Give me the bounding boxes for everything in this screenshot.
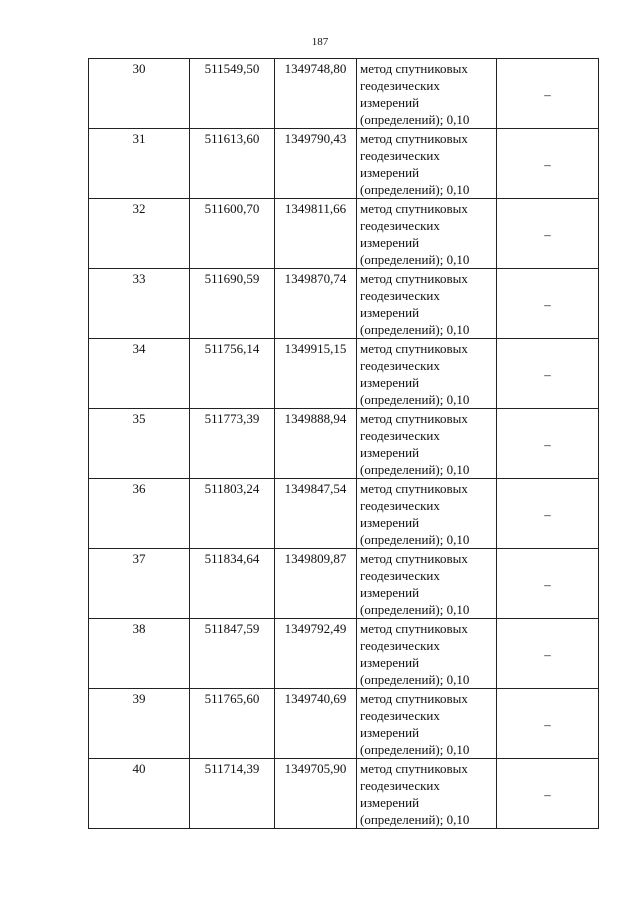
- method-text-line: (определений); 0,10: [360, 672, 470, 687]
- method-cell: [357, 199, 497, 269]
- method-cell: [357, 129, 497, 199]
- method-cell: [357, 479, 497, 549]
- method-text-line: геодезических: [360, 358, 440, 373]
- point-number-cell: 37: [89, 549, 190, 619]
- table-row: [89, 269, 599, 339]
- method-text-line: метод спутниковых: [360, 691, 468, 706]
- y-coordinate-cell: 1349748,80: [275, 59, 357, 129]
- table-row: [89, 339, 599, 409]
- method-text-line: (определений); 0,10: [360, 182, 470, 197]
- description-cell: –: [497, 549, 599, 619]
- x-coordinate-cell: 511773,39: [190, 409, 275, 479]
- x-coordinate-cell: 511613,60: [190, 129, 275, 199]
- y-coordinate-cell: 1349888,94: [275, 409, 357, 479]
- method-text-line: измерений: [360, 585, 420, 600]
- method-text-line: геодезических: [360, 708, 440, 723]
- method-text-line: метод спутниковых: [360, 61, 468, 76]
- method-text-line: измерений: [360, 795, 420, 810]
- x-coordinate-cell: 511803,24: [190, 479, 275, 549]
- method-text-line: (определений); 0,10: [360, 252, 470, 267]
- method-text-line: измерений: [360, 305, 420, 320]
- x-coordinate-cell: 511834,64: [190, 549, 275, 619]
- point-number-cell: 36: [89, 479, 190, 549]
- method-text-line: (определений); 0,10: [360, 532, 470, 547]
- method-text-line: (определений); 0,10: [360, 462, 470, 477]
- table-row: [89, 199, 599, 269]
- method-text-line: (определений); 0,10: [360, 812, 470, 827]
- method-text-line: геодезических: [360, 498, 440, 513]
- method-text-line: (определений); 0,10: [360, 322, 470, 337]
- point-number-cell: 40: [89, 759, 190, 829]
- description-cell: –: [497, 269, 599, 339]
- method-cell: [357, 339, 497, 409]
- method-cell: [357, 759, 497, 829]
- table-row: [89, 759, 599, 829]
- method-text-line: (определений); 0,10: [360, 742, 470, 757]
- method-text-line: геодезических: [360, 218, 440, 233]
- x-coordinate-cell: 511600,70: [190, 199, 275, 269]
- x-coordinate-cell: 511847,59: [190, 619, 275, 689]
- point-number-cell: 39: [89, 689, 190, 759]
- method-text-line: измерений: [360, 445, 420, 460]
- description-cell: –: [497, 759, 599, 829]
- y-coordinate-cell: 1349915,15: [275, 339, 357, 409]
- method-text-line: геодезических: [360, 148, 440, 163]
- point-number-cell: 31: [89, 129, 190, 199]
- method-cell: [357, 619, 497, 689]
- method-text-line: геодезических: [360, 288, 440, 303]
- method-text-line: измерений: [360, 95, 420, 110]
- point-number-cell: 33: [89, 269, 190, 339]
- method-text-line: геодезических: [360, 638, 440, 653]
- y-coordinate-cell: 1349811,66: [275, 199, 357, 269]
- y-coordinate-cell: 1349790,43: [275, 129, 357, 199]
- method-text-line: геодезических: [360, 428, 440, 443]
- method-text-line: измерений: [360, 725, 420, 740]
- description-cell: –: [497, 59, 599, 129]
- y-coordinate-cell: 1349870,74: [275, 269, 357, 339]
- method-text-line: метод спутниковых: [360, 341, 468, 356]
- point-number-cell: 32: [89, 199, 190, 269]
- description-cell: –: [497, 479, 599, 549]
- method-cell: [357, 269, 497, 339]
- point-number-cell: 30: [89, 59, 190, 129]
- method-text-line: метод спутниковых: [360, 761, 468, 776]
- y-coordinate-cell: 1349705,90: [275, 759, 357, 829]
- x-coordinate-cell: 511690,59: [190, 269, 275, 339]
- table-row: [89, 129, 599, 199]
- coordinates-table: [88, 58, 599, 829]
- method-text-line: измерений: [360, 165, 420, 180]
- method-text-line: метод спутниковых: [360, 481, 468, 496]
- method-text-line: измерений: [360, 655, 420, 670]
- method-text-line: измерений: [360, 515, 420, 530]
- description-cell: –: [497, 199, 599, 269]
- table-row: [89, 619, 599, 689]
- page-number: 187: [311, 36, 329, 48]
- description-cell: –: [497, 689, 599, 759]
- description-cell: –: [497, 619, 599, 689]
- description-cell: –: [497, 409, 599, 479]
- table-row: [89, 479, 599, 549]
- method-text-line: измерений: [360, 375, 420, 390]
- method-text-line: метод спутниковых: [360, 131, 468, 146]
- method-cell: [357, 59, 497, 129]
- x-coordinate-cell: 511756,14: [190, 339, 275, 409]
- point-number-cell: 34: [89, 339, 190, 409]
- x-coordinate-cell: 511714,39: [190, 759, 275, 829]
- table-row: [89, 59, 599, 129]
- method-cell: [357, 549, 497, 619]
- table-row: [89, 409, 599, 479]
- y-coordinate-cell: 1349792,49: [275, 619, 357, 689]
- point-number-cell: 38: [89, 619, 190, 689]
- table-row: [89, 549, 599, 619]
- description-cell: –: [497, 339, 599, 409]
- method-text-line: метод спутниковых: [360, 271, 468, 286]
- method-text-line: метод спутниковых: [360, 201, 468, 216]
- x-coordinate-cell: 511765,60: [190, 689, 275, 759]
- method-cell: [357, 689, 497, 759]
- method-text-line: геодезических: [360, 778, 440, 793]
- method-text-line: метод спутниковых: [360, 621, 468, 636]
- x-coordinate-cell: 511549,50: [190, 59, 275, 129]
- y-coordinate-cell: 1349740,69: [275, 689, 357, 759]
- method-text-line: (определений); 0,10: [360, 112, 470, 127]
- point-number-cell: 35: [89, 409, 190, 479]
- y-coordinate-cell: 1349847,54: [275, 479, 357, 549]
- y-coordinate-cell: 1349809,87: [275, 549, 357, 619]
- method-text-line: метод спутниковых: [360, 411, 468, 426]
- coordinates-table-body: [89, 59, 599, 829]
- method-text-line: измерений: [360, 235, 420, 250]
- method-text-line: (определений); 0,10: [360, 602, 470, 617]
- table-row: [89, 689, 599, 759]
- method-text-line: геодезических: [360, 78, 440, 93]
- method-text-line: геодезических: [360, 568, 440, 583]
- method-cell: [357, 409, 497, 479]
- method-text-line: метод спутниковых: [360, 551, 468, 566]
- description-cell: –: [497, 129, 599, 199]
- method-text-line: (определений); 0,10: [360, 392, 470, 407]
